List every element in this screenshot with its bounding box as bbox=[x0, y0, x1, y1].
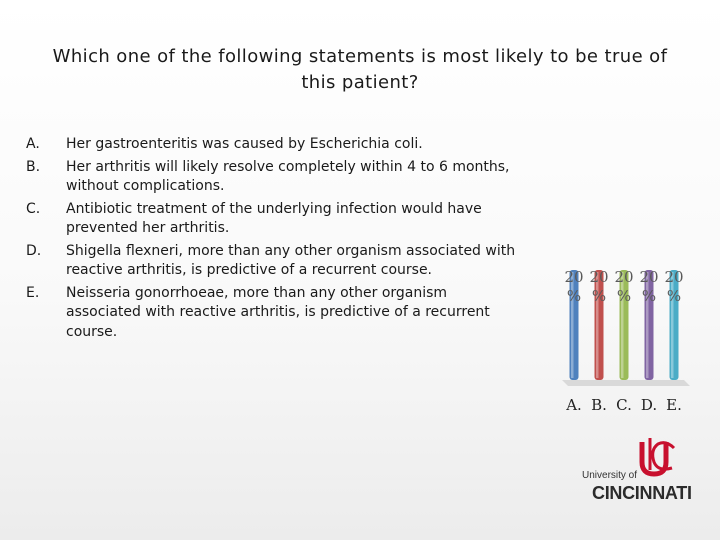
option-text: Her arthritis will likely resolve completely within 4 to 6 months, without complications. bbox=[66, 158, 510, 194]
option-b bbox=[26, 158, 516, 197]
chart-data-label: 20 bbox=[639, 268, 659, 286]
option-text: Her gastroenteritis was caused by Escherichia coli. bbox=[66, 136, 423, 152]
option-text: Neisseria gonorrhoeae, more than any other organism associated with reactive arthritis, is predictive of a recurrent course. bbox=[66, 284, 490, 340]
question-text: Which one of the following statements is most likely to be true of this patient? bbox=[52, 46, 668, 93]
chart-category-label: D. bbox=[640, 396, 658, 414]
option-text: Shigella flexneri, more than any other organism associated with reactive arthritis, is predictive of a recurrent course. bbox=[66, 242, 516, 278]
option-text: Antibiotic treatment of the underlying infection would have prevented her arthritis. bbox=[66, 200, 482, 236]
chart-data-label-unit: % bbox=[641, 287, 657, 305]
chart-category-label: E. bbox=[666, 396, 682, 414]
option-letter: E. bbox=[26, 284, 40, 301]
option-letter: C. bbox=[26, 200, 41, 217]
logo-university-text: University of bbox=[582, 470, 638, 481]
chart-category-label: B. bbox=[591, 396, 607, 414]
chart-category-label: A. bbox=[566, 396, 582, 414]
chart-data-label-unit: % bbox=[566, 287, 582, 305]
logo-name-text: CINCINNATI bbox=[592, 483, 692, 503]
option-e bbox=[26, 284, 516, 343]
option-letter: D. bbox=[26, 242, 42, 259]
chart-data-label: 20 bbox=[589, 268, 609, 286]
option-a bbox=[26, 135, 516, 155]
chart-data-label-unit: % bbox=[616, 287, 632, 305]
chart-category-label: C. bbox=[616, 396, 632, 414]
chart-data-label: 20 bbox=[664, 268, 684, 286]
chart-data-label: 20 bbox=[614, 268, 634, 286]
option-letter: B. bbox=[26, 158, 41, 175]
chart-data-label-unit: % bbox=[591, 287, 607, 305]
chart-floor bbox=[562, 380, 690, 386]
option-c bbox=[26, 200, 516, 239]
chart-data-label: 20 bbox=[564, 268, 584, 286]
chart-data-label-unit: % bbox=[666, 287, 682, 305]
answer-options bbox=[26, 135, 516, 345]
chart-svg bbox=[556, 262, 696, 422]
option-letter: A. bbox=[26, 136, 40, 152]
response-bar-chart bbox=[556, 262, 696, 426]
option-d bbox=[26, 242, 516, 281]
uc-logo-mark bbox=[636, 436, 676, 480]
university-logo bbox=[582, 436, 692, 506]
